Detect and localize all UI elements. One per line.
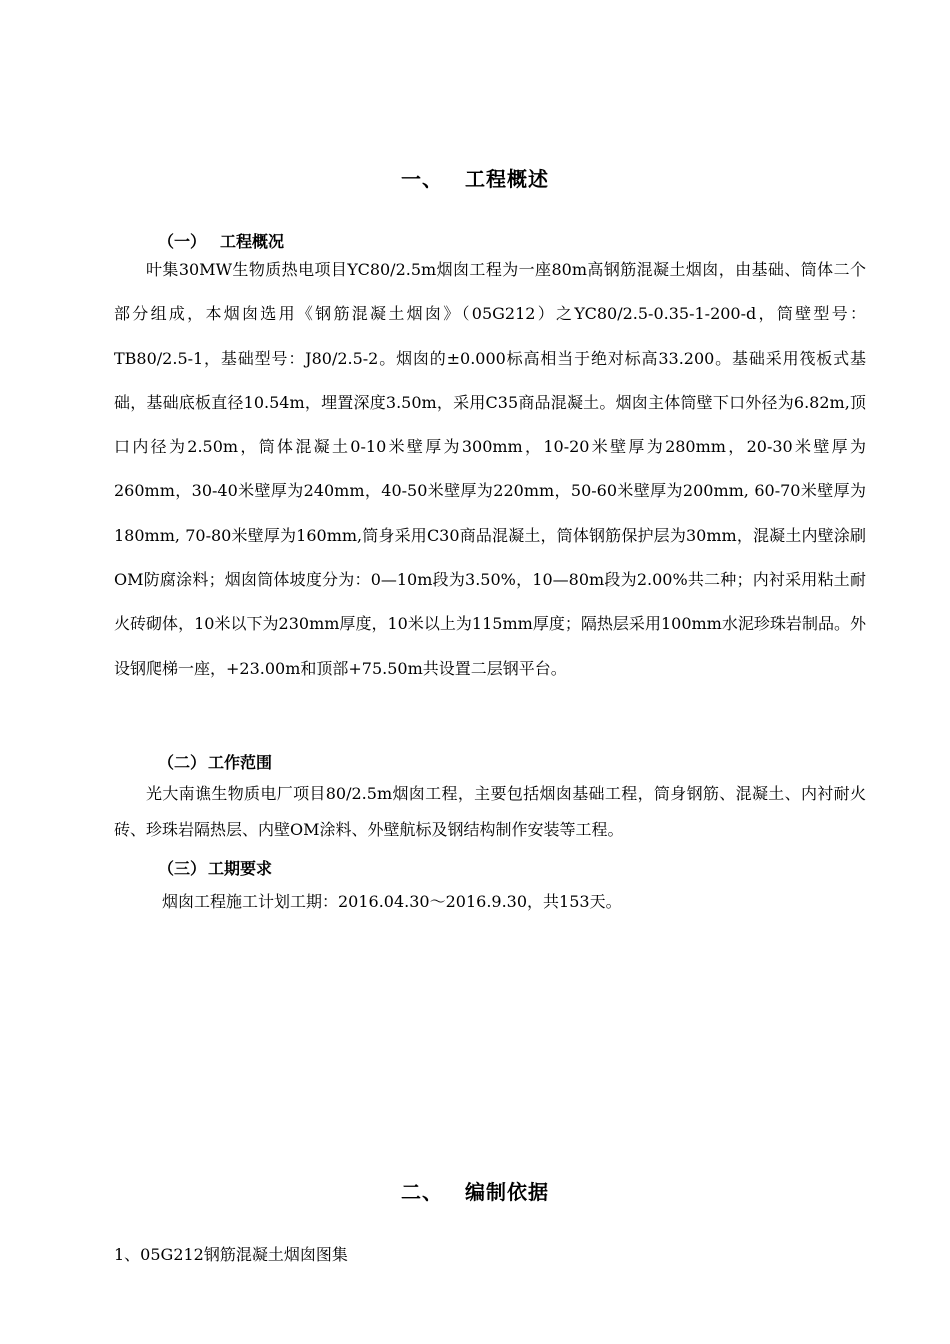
chapter-title-text: 工程概述 — [465, 167, 549, 191]
paragraph-project-overview: 叶集30MW生物质热电项目YC80/2.5m烟囱工程为一座80m高钢筋混凝土烟囱，由基础、筒体二个部分组成，本烟囱选用《钢筋混凝土烟囱》（05G212）之YC80/2.5-0.35-1-200-d，筒壁型号：TB80/2.5-1，基础型号：J80/2.5-2。烟囱的±0.000标高相当于绝对标高33.200。基础采用筏板式基础，基础底板直径10.54m，埋置深度3.50m，采用C35商品混凝土。烟囱主体筒壁下口外径为6.82m,顶口内径为2.50m，筒体混凝土0-10米壁厚为300mm，10-20米壁厚为280mm，20-30米壁厚为260mm，30-40米壁厚为240mm，40-50米壁厚为220mm，50-60米壁厚为200mm, 60-70米壁厚为180mm, 70-80米壁厚为160mm,筒身采用C30商品混凝土，筒体钢筋保护层为30mm，混凝土内壁涂刷OM防腐涂料；烟囱筒体坡度分为：0—10m段为3.50%，10—80m段为2.00%共二种；内衬采用粘土耐火砖砌体，10米以下为230mm厚度，10米以上为115mm厚度；隔热层采用100mm水泥珍珠岩制品。外设钢爬梯一座，+23.00m和顶部+75.50m共设置二层钢平台。 — [114, 260, 866, 678]
section-title-text: 工期要求 — [208, 859, 273, 878]
section-number: （一） — [158, 232, 207, 251]
section-title-text: 工作范围 — [208, 753, 273, 772]
chapter-number: 二、 — [401, 1180, 443, 1204]
section-title-text: 工程概况 — [220, 232, 285, 251]
chapter-title-overview — [0, 163, 950, 192]
chapter-number: 一、 — [401, 167, 443, 191]
paragraph-work-scope: 光大南谯生物质电厂项目80/2.5m烟囱工程，主要包括烟囱基础工程，筒身钢筋、混凝土、内衬耐火砖、珍珠岩隔热层、内壁OM涂料、外壁航标及钢结构制作安装等工程。 — [114, 784, 866, 839]
reference-item: 1、05G212钢筋混凝土烟囱图集 — [114, 1245, 348, 1264]
section-heading-work-scope — [158, 750, 272, 773]
section-number: （三） — [158, 859, 207, 878]
chapter-title-basis — [0, 1176, 950, 1205]
section-number: （二） — [158, 753, 207, 772]
paragraph-schedule: 烟囱工程施工计划工期：2016.04.30～2016.9.30，共153天。 — [162, 892, 622, 911]
chapter-title-text: 编制依据 — [465, 1180, 549, 1204]
section-heading-schedule — [158, 856, 272, 879]
